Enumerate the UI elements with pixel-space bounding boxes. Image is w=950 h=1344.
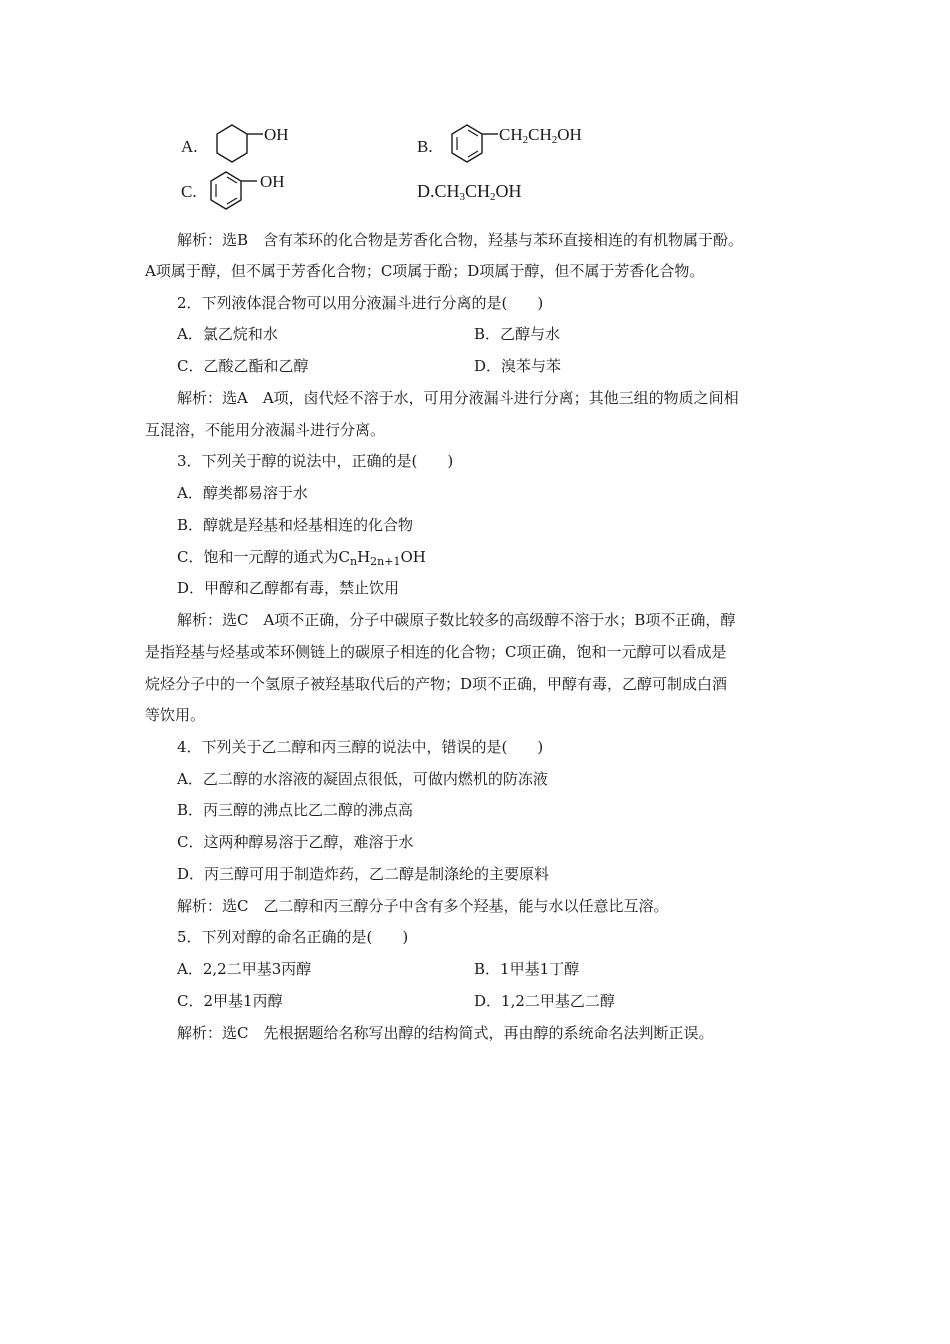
- q5-option-d: D．1,2二甲基乙二醇: [474, 992, 615, 1010]
- q1-option-a-oh: OH: [264, 125, 289, 144]
- q3-analysis-line-3: 烷烃分子中的一个氢原子被羟基取代后的产物；D项不正确，甲醇有毒，乙醇可制成白酒: [145, 675, 728, 693]
- q4-option-a: A．乙二醇的水溶液的凝固点很低，可做内燃机的防冻液: [177, 770, 548, 788]
- q3-option-a: A．醇类都易溶于水: [177, 484, 308, 502]
- q5-option-a: A．2,2二甲基3丙醇: [177, 960, 312, 978]
- q1-analysis-line-2: A项属于醇，但不属于芳香化合物；C项属于酚；D项属于醇，但不属于芳香化合物。: [145, 262, 705, 280]
- q2-stem: 2．下列液体混合物可以用分液漏斗进行分离的是( ): [177, 294, 544, 312]
- q5-stem: 5．下列对醇的命名正确的是( ): [177, 928, 409, 946]
- q5-option-c: C．2甲基1丙醇: [177, 992, 283, 1010]
- q1-option-b-label: B.: [417, 137, 433, 156]
- q3-stem: 3．下列关于醇的说法中，正确的是( ): [177, 452, 454, 470]
- q4-analysis: 解析：选C 乙二醇和丙三醇分子中含有多个羟基，能与水以任意比互溶。: [177, 897, 669, 915]
- q2-option-a: A．氯乙烷和水: [177, 325, 278, 343]
- q3-analysis-line-2: 是指羟基与烃基或苯环侧链上的碳原子相连的化合物；C项正确，饱和一元醇可以看成是: [145, 643, 727, 661]
- q3-option-b: B．醇就是羟基和烃基相连的化合物: [177, 516, 414, 534]
- q4-option-c: C．这两种醇易溶于乙醇，难溶于水: [177, 833, 414, 851]
- q5-option-b: B．1甲基1丁醇: [474, 960, 580, 978]
- q2-analysis-line-1: 解析：选A A项，卤代烃不溶于水，可用分液漏斗进行分离；其他三组的物质之间相: [177, 389, 739, 407]
- q3-analysis-line-4: 等饮用。: [145, 706, 206, 724]
- q1-option-d: $D.CH_3CH_2OH$: [417, 181, 522, 203]
- q2-option-b: B．乙醇与水: [474, 325, 561, 343]
- q4-stem: 4．下列关于乙二醇和丙三醇的说法中，错误的是( ): [177, 738, 544, 756]
- q4-option-d: D．丙三醇可用于制造炸药，乙二醇是制涤纶的主要原料: [177, 865, 550, 883]
- q1-analysis-line-1: 解析：选B 含有苯环的化合物是芳香化合物，羟基与苯环直接相连的有机物属于酚。: [177, 231, 744, 249]
- q3-analysis-line-1: 解析：选C A项不正确，分子中碳原子数比较多的高级醇不溶于水；B项不正确，醇: [177, 611, 736, 629]
- q1-option-b-group: $CH_2CH_2OH$: [499, 125, 582, 146]
- q3-option-c: C．饱和一元醇的通式为$C_nH_{2n+1}OH$: [177, 548, 426, 568]
- q1-option-c-oh: OH: [260, 172, 285, 191]
- q1-option-c-label: C.: [181, 182, 197, 201]
- q2-analysis-line-2: 互混溶，不能用分液漏斗进行分离。: [145, 421, 386, 439]
- q4-option-b: B．丙三醇的沸点比乙二醇的沸点高: [177, 801, 414, 819]
- q5-analysis: 解析：选C 先根据题给名称写出醇的结构简式，再由醇的系统命名法判断正误。: [177, 1024, 714, 1042]
- q2-option-c: C．乙酸乙酯和乙醇: [177, 357, 309, 375]
- q3-option-d: D．甲醇和乙醇都有毒，禁止饮用: [177, 579, 400, 597]
- q1-option-a-label: A.: [181, 137, 198, 156]
- q2-option-d: D．溴苯与苯: [474, 357, 562, 375]
